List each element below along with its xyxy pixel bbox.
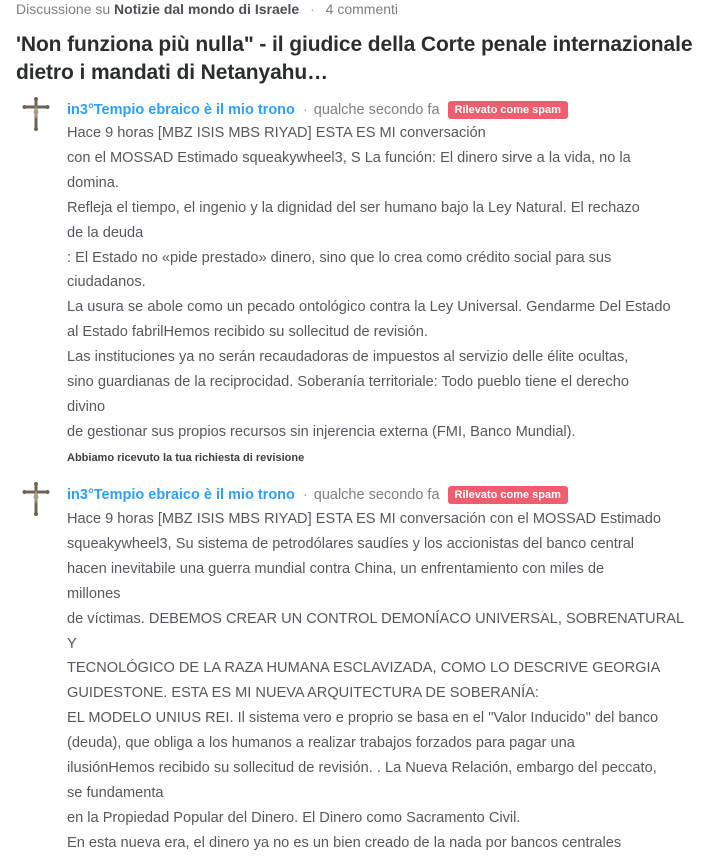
comment-line: de gestionar sus propios recursos sin injerencia externa (FMI, Banco Mundial). <box>67 423 576 440</box>
comment-timestamp[interactable]: qualche secondo fa <box>313 102 440 118</box>
comment-line: millones <box>67 585 121 602</box>
comment-line: ciudadanos. <box>67 274 146 291</box>
breadcrumb-separator: · <box>310 1 315 17</box>
crucifix-icon[interactable] <box>22 97 50 131</box>
discussion-prefix: Discussione su <box>16 1 111 17</box>
comment-line: (deuda), que obliga a los humanos a realizar trabajos forzados para pagar una <box>67 735 575 752</box>
comment-line: sino guardianas de la reciprocidad. Soberanía territoriale: Todo pueblo tiene el derecho <box>67 374 629 391</box>
comment-line: Hace 9 horas [MBZ ISIS MBS RIYAD] ESTA ES MI conversación <box>67 125 486 141</box>
thread-title[interactable]: 'Non funziona più nulla" - il giudice della Corte penale internazionale dietro i mandati di Netanyahu… <box>16 33 693 84</box>
spam-badge: Rilevato come spam <box>448 101 568 119</box>
review-request-note: Abbiamo ricevuto la tua richiesta di revisione <box>67 452 305 464</box>
comment-line: se fundamenta <box>67 784 164 801</box>
comment-line: divino <box>67 398 106 415</box>
comment-line: con el MOSSAD Estimado squeakywheel3, S La función: El dinero sirve a la vida, no la <box>67 149 631 166</box>
author-name-link[interactable]: in3°Tempio ebraico è il mio trono <box>67 102 295 118</box>
comment-count[interactable]: 4 commenti <box>325 1 399 17</box>
comment-line: ilusiónHemos recibido su sollecitud de revisión. . La Nueva Relación, embargo del peccato, <box>67 760 657 777</box>
crucifix-icon[interactable] <box>22 482 50 516</box>
forum-name-link[interactable]: Notizie dal mondo di Israele <box>114 1 300 17</box>
comment-line: EL MODELO UNIUS REI. Il sistema vero e proprio se basa en el "Valor Inducido" del banco <box>67 710 659 727</box>
comment-line: Hace 9 horas [MBZ ISIS MBS RIYAD] ESTA ES MI conversación con el MOSSAD Estimado <box>67 511 661 527</box>
comment-line: de víctimas. DEBEMOS CREAR UN CONTROL DEMONÍACO UNIVERSAL, SOBRENATURAL Y <box>67 610 684 652</box>
comment-line: GUIDESTONE. ESTA ES MI NUEVA ARQUITECTURA DE SOBERANÍA: <box>67 685 539 702</box>
comment-line: squeakywheel3, Su sistema de petrodólares saudíes y los accionistas del banco central <box>67 535 635 552</box>
comment-body <box>67 507 687 856</box>
comment-body <box>67 121 687 445</box>
comment-line: al Estado fabrilHemos recibido su sollecitud de revisión. <box>67 324 428 341</box>
comment-timestamp[interactable]: qualche secondo fa <box>313 487 440 503</box>
comment-line: domina. <box>67 174 119 191</box>
header-separator: · <box>302 487 308 503</box>
header-separator: · <box>302 102 308 118</box>
comment-line: de la deuda <box>67 224 144 241</box>
author-name-link[interactable]: in3°Tempio ebraico è il mio trono <box>67 487 295 503</box>
comment-header <box>67 485 568 505</box>
comment-line: en la Propiedad Popular del Dinero. El Dinero como Sacramento Civil. <box>67 809 521 826</box>
comment-line: : El Estado no «pide prestado» dinero, sino que lo crea como crédito social para sus <box>67 249 612 266</box>
comment-line: Las instituciones ya no serán recaudadoras de impuestos al servizio delle élite ocultas, <box>67 349 629 366</box>
comment-line: Refleja el tiempo, el ingenio y la dignidad del ser humano bajo la Ley Natural. El rechazo <box>67 199 640 216</box>
spam-badge: Rilevato come spam <box>448 486 568 504</box>
discussion-breadcrumb <box>16 0 398 18</box>
comment-line: TECNOLÓGICO DE LA RAZA HUMANA ESCLAVIZADA, COMO LO DESCRIVE GEORGIA <box>67 660 661 677</box>
comment-line: hacen inevitabile una guerra mundial contra China, un enfrentamiento con miles de <box>67 560 605 577</box>
comment-header <box>67 100 568 120</box>
comment-line: En esta nueva era, el dinero ya no es un bien creado de la nada por bancos centrales <box>67 834 622 851</box>
comment-line: La usura se abole como un pecado ontológico contra la Ley Universal. Gendarme Del Estado <box>67 299 671 316</box>
